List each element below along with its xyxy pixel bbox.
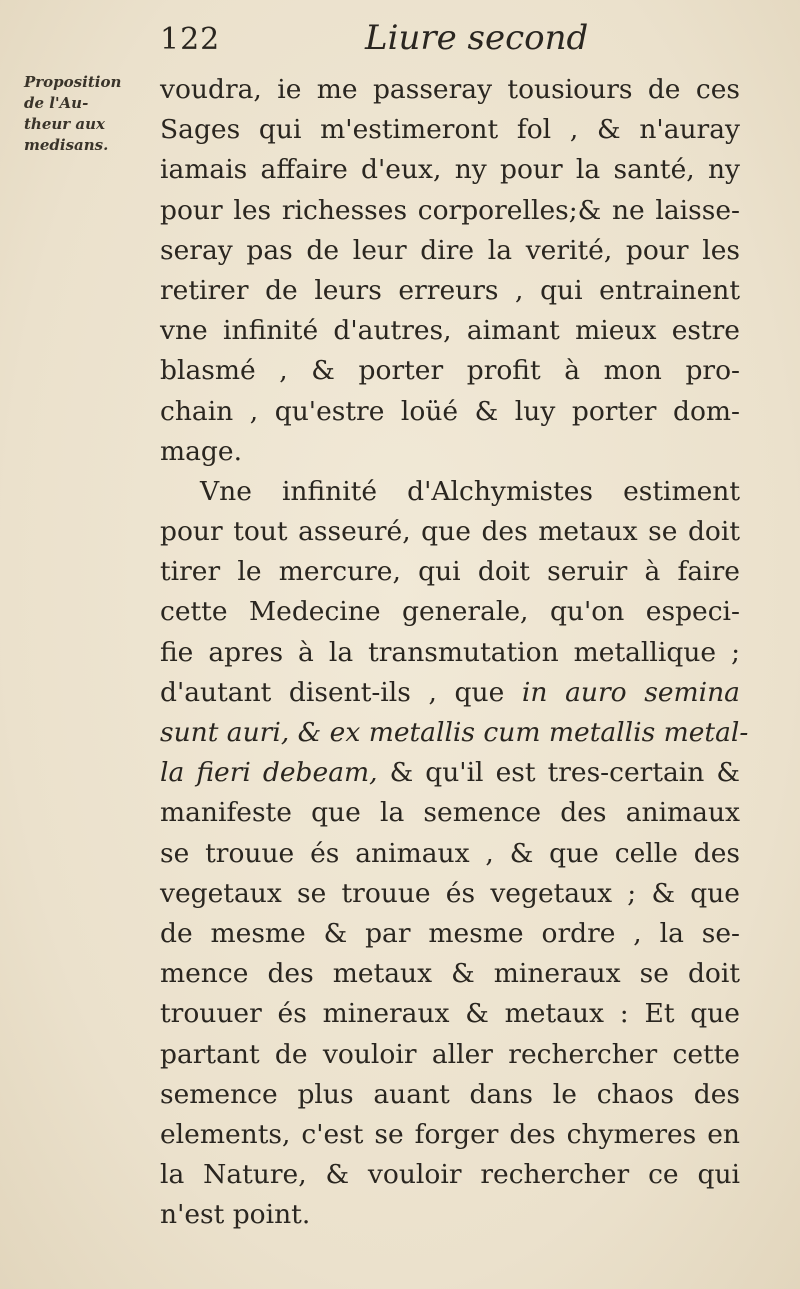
text-line: retirer de leurs erreurs , qui entrainent: [160, 274, 740, 306]
text-line: voudra, ie me passeray tousiours de ces: [160, 74, 740, 105]
text-line: la Nature, & vouloir rechercher ce qui: [160, 1159, 740, 1191]
text-fragment: d'autant disent-ils , que: [160, 676, 505, 708]
text-line: semence plus auant dans le chaos des: [160, 1078, 740, 1110]
text-line: Vne infinité d'Alchymistes estiment: [200, 475, 740, 507]
text-fragment: & qu'il est tres-certain &: [389, 757, 740, 789]
text-line: n'est point.: [160, 1199, 311, 1231]
text-line: manifeste que la semence des animaux: [160, 797, 740, 829]
text-line: chain , qu'estre loüé & luy porter dom-: [160, 395, 740, 427]
latin-quote-fragment: in auro semina: [521, 676, 740, 708]
text-line: seray pas de leur dire la verité, pour les: [160, 234, 740, 266]
latin-quote-fragment: la fieri debeam,: [160, 757, 378, 789]
text-line: partant de vouloir aller rechercher cette: [160, 1038, 740, 1070]
margin-note: [24, 72, 154, 156]
text-line: vne infinité d'autres, aimant mieux estre: [160, 315, 740, 347]
running-title: Liure second: [365, 18, 589, 58]
text-line: tirer le mercure, qui doit seruir à faire: [160, 556, 740, 588]
text-line: blasmé , & porter profit à mon pro-: [160, 355, 740, 387]
text-line: mage.: [160, 435, 242, 467]
text-line: fie apres à la transmutation metallique ;: [160, 636, 740, 668]
text-line: iamais affaire d'eux, ny pour la santé, ny: [160, 154, 740, 186]
margin-note-line: medisans.: [24, 136, 109, 154]
body-text: [160, 70, 749, 1235]
text-line: se trouue és animaux , & que celle des: [160, 837, 740, 869]
margin-note-line: theur aux: [24, 115, 105, 133]
margin-note-line: Proposition: [24, 73, 122, 91]
text-line: elements, c'est se forger des chymeres en: [160, 1118, 740, 1150]
text-line: Sages qui m'estimeront fol , & n'auray: [160, 114, 740, 146]
text-line: trouuer és mineraux & metaux : Et que: [160, 998, 740, 1030]
text-line: mence des metaux & mineraux se doit: [160, 958, 740, 990]
text-line: pour les richesses corporelles;& ne laisse-: [160, 194, 740, 226]
text-line-mixed: [160, 673, 740, 713]
latin-quote-line: sunt auri, & ex metallis cum metallis metal-: [160, 717, 749, 748]
margin-note-line: de l'Au-: [24, 94, 89, 112]
page-number: 122: [160, 22, 221, 57]
text-line: de mesme & par mesme ordre , la se-: [160, 917, 740, 949]
page-header: [0, 18, 800, 68]
text-line: cette Medecine generale, qu'on especi-: [160, 596, 740, 628]
text-line-mixed: [160, 753, 740, 793]
text-line: pour tout asseuré, que des metaux se doit: [160, 516, 740, 548]
text-line: vegetaux se trouue és vegetaux ; & que: [160, 877, 740, 909]
